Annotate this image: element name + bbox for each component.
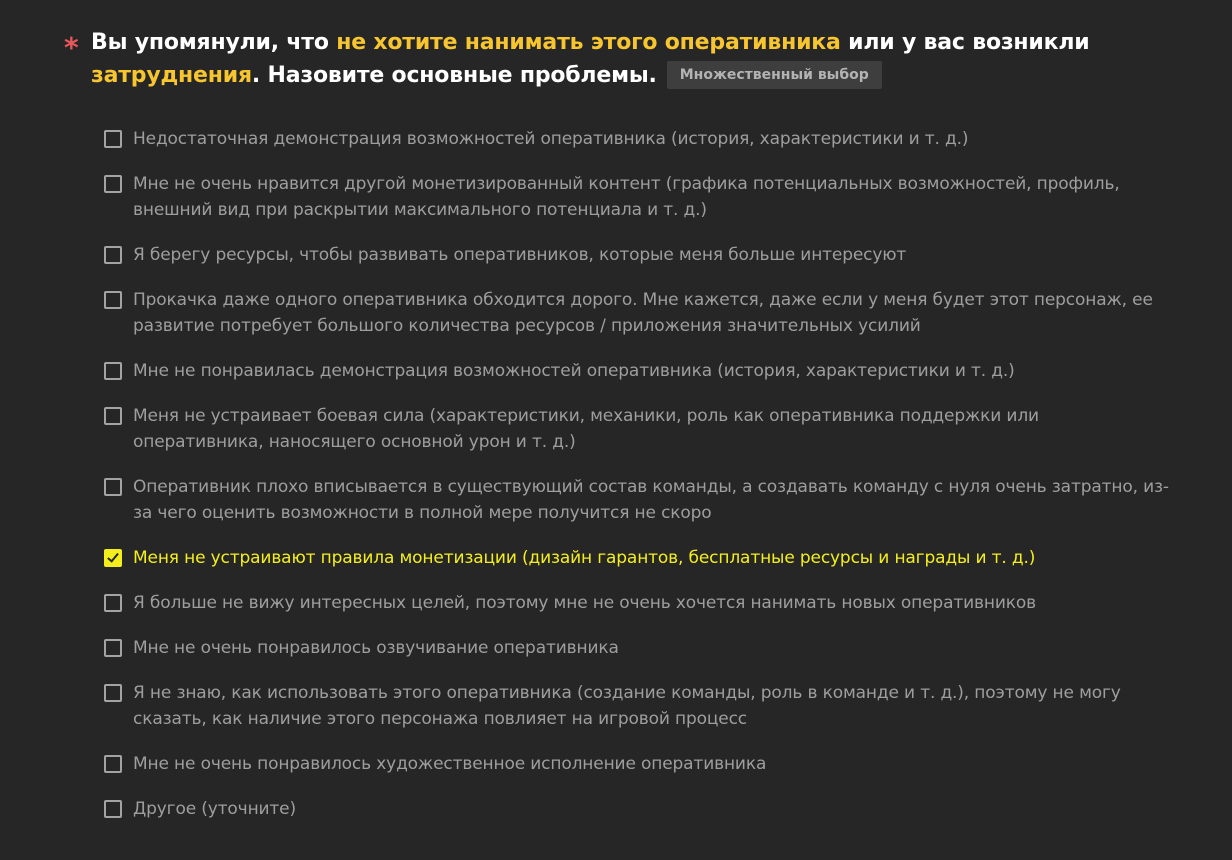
- option-item[interactable]: [104, 751, 1174, 777]
- option-item[interactable]: [104, 287, 1174, 339]
- checkbox[interactable]: [104, 800, 122, 818]
- option-item[interactable]: [104, 171, 1174, 223]
- option-label[interactable]: Меня не устраивает боевая сила (характеристики, механики, роль как оперативника поддержки или оперативника, наносящего основной урон и т. д.): [133, 406, 1039, 452]
- option-label[interactable]: Мне не понравилась демонстрация возможностей оперативника (история, характеристики и т. д.): [133, 361, 1015, 381]
- checkbox[interactable]: [104, 684, 122, 702]
- option-item[interactable]: [104, 242, 1174, 268]
- question-header: [64, 26, 1164, 92]
- options-list: [104, 126, 1174, 841]
- question-title: [91, 26, 1164, 92]
- option-item[interactable]: [104, 680, 1174, 732]
- question-title-highlight: затруднения: [91, 63, 252, 88]
- checkbox[interactable]: [104, 291, 122, 309]
- option-label[interactable]: Я берегу ресурсы, чтобы развивать оперативников, которые меня больше интересуют: [133, 245, 907, 265]
- option-label[interactable]: Я не знаю, как использовать этого оперативника (создание команды, роль в команде и т. д.), поэтому не могу сказать, как наличие этого персонажа повлияет на игровой процесс: [133, 683, 1121, 729]
- checkbox[interactable]: [104, 755, 122, 773]
- checkbox[interactable]: [104, 549, 122, 567]
- checkbox[interactable]: [104, 594, 122, 612]
- option-item[interactable]: [104, 545, 1174, 571]
- question-title-text: или у вас возникли: [840, 30, 1090, 55]
- required-asterisk-icon: *: [64, 31, 79, 64]
- option-label[interactable]: Мне не очень понравилось художественное исполнение оперативника: [133, 754, 767, 774]
- option-label[interactable]: Прокачка даже одного оперативника обходится дорого. Мне кажется, даже если у меня будет этот персонаж, ее развитие потребует большого количества ресурсов / приложения значительных усилий: [133, 290, 1153, 336]
- checkbox[interactable]: [104, 362, 122, 380]
- option-label[interactable]: Другое (уточните): [133, 799, 296, 819]
- checkbox[interactable]: [104, 130, 122, 148]
- checkbox[interactable]: [104, 246, 122, 264]
- option-item[interactable]: [104, 474, 1174, 526]
- checkbox[interactable]: [104, 478, 122, 496]
- question-title-highlight: не хотите нанимать этого оперативника: [336, 30, 841, 55]
- option-label[interactable]: Оперативник плохо вписывается в существующий состав команды, а создавать команду с нуля очень затратно, из-за чего оценить возможности в полной мере получится не скоро: [133, 477, 1169, 523]
- multiple-choice-badge: Множественный выбор: [667, 61, 882, 89]
- checkbox[interactable]: [104, 175, 122, 193]
- option-item[interactable]: [104, 358, 1174, 384]
- option-item[interactable]: [104, 635, 1174, 661]
- checkbox[interactable]: [104, 407, 122, 425]
- option-label[interactable]: Мне не очень нравится другой монетизированный контент (графика потенциальных возможностей, профиль, внешний вид при раскрытии максимального потенциала и т. д.): [133, 174, 1120, 220]
- checkmark-icon: [107, 550, 119, 562]
- option-label[interactable]: Я больше не вижу интересных целей, поэтому мне не очень хочется нанимать новых оперативников: [133, 593, 1036, 613]
- option-label[interactable]: Мне не очень понравилось озвучивание оперативника: [133, 638, 619, 658]
- option-item[interactable]: [104, 126, 1174, 152]
- question-title-text: . Назовите основные проблемы.: [251, 63, 657, 88]
- option-item[interactable]: [104, 403, 1174, 455]
- question-title-text: Вы упомянули, что: [91, 30, 337, 55]
- option-item[interactable]: [104, 590, 1174, 616]
- option-item[interactable]: [104, 796, 1174, 822]
- option-label[interactable]: Недостаточная демонстрация возможностей оперативника (история, характеристики и т. д.): [133, 129, 969, 149]
- option-label[interactable]: Меня не устраивают правила монетизации (дизайн гарантов, бесплатные ресурсы и награды и т. д.): [133, 548, 1036, 568]
- checkbox[interactable]: [104, 639, 122, 657]
